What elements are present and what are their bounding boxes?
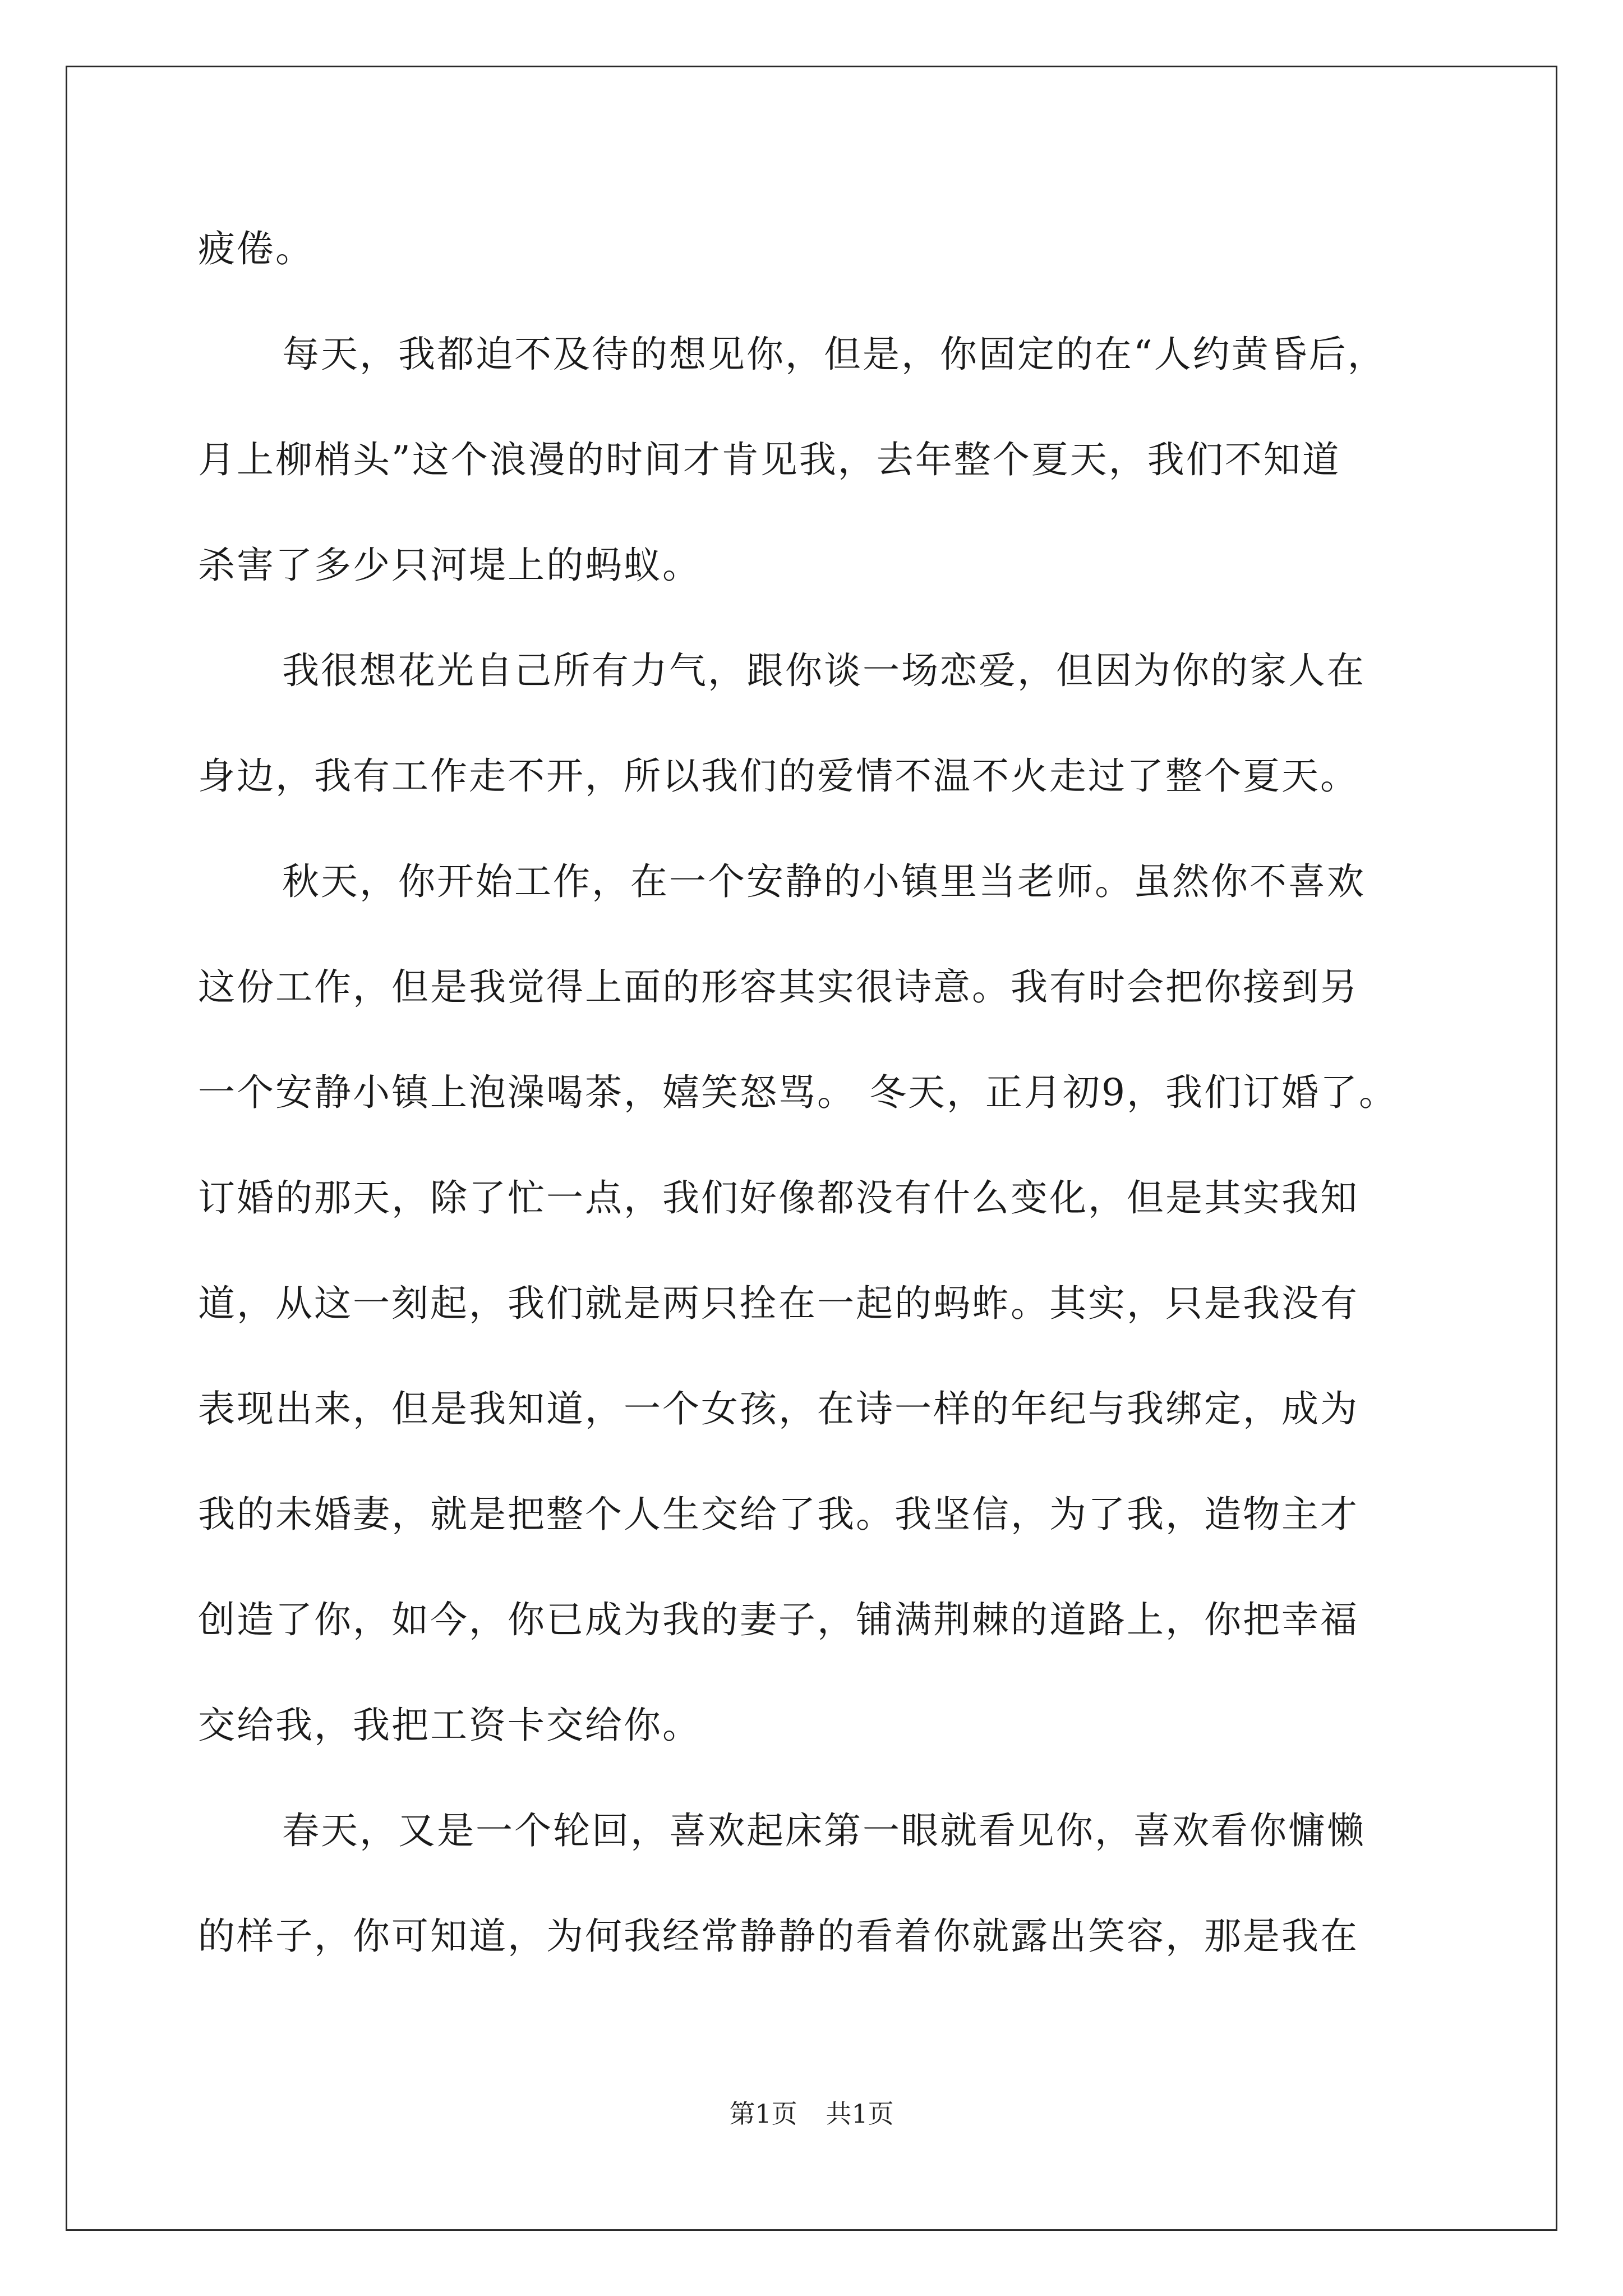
text-line: 身边，我有工作走不开，所以我们的爱情不温不火走过了整个夏天。 [198,754,1359,798]
text-line: 创造了你，如今，你已成为我的妻子，铺满荆棘的道路上，你把幸福 [198,1598,1359,1641]
text-line: 我很想花光自己所有力气，跟你谈一场恋爱，但因为你的家人在 [282,649,1366,692]
page-footer [0,2097,1623,2131]
document-body [198,196,1432,1989]
text-line: 订婚的那天，除了忙一点，我们好像都没有什么变化，但是其实我知 [198,1176,1359,1220]
text-line: 疲倦。 [198,227,314,270]
text-line: 春天，又是一个轮回，喜欢起床第一眼就看见你，喜欢看你慵懒 [282,1809,1366,1852]
text-line: 杀害了多少只河堤上的蚂蚁。 [198,544,701,587]
page-number: 第1页 [729,2099,797,2129]
text-line: 表现出来，但是我知道，一个女孩，在诗一样的年纪与我绑定，成为 [198,1387,1359,1430]
page-total: 共1页 [826,2099,894,2129]
text-line: 我的未婚妻，就是把整个人生交给了我。我坚信，为了我，造物主才 [198,1493,1359,1536]
text-line: 交给我，我把工资卡交给你。 [198,1704,701,1747]
text-line: 这份工作，但是我觉得上面的形容其实很诗意。我有时会把你接到另 [198,965,1359,1009]
text-line: 每天，我都迫不及待的想见你，但是，你固定的在“人约黄昏后， [282,333,1386,376]
text-line: 道，从这一刻起，我们就是两只拴在一起的蚂蚱。其实，只是我没有 [198,1282,1359,1325]
text-line: 月上柳梢头”这个浪漫的时间才肯见我，去年整个夏天，我们不知道 [198,438,1341,481]
text-line: 秋天，你开始工作，在一个安静的小镇里当老师。虽然你不喜欢 [282,860,1366,903]
text-line: 一个安静小镇上泡澡喝茶，嬉笑怒骂。 冬天，正月初9，我们订婚了。 [198,1071,1398,1114]
text-line: 的样子，你可知道，为何我经常静静的看着你就露出笑容，那是我在 [198,1915,1359,1958]
